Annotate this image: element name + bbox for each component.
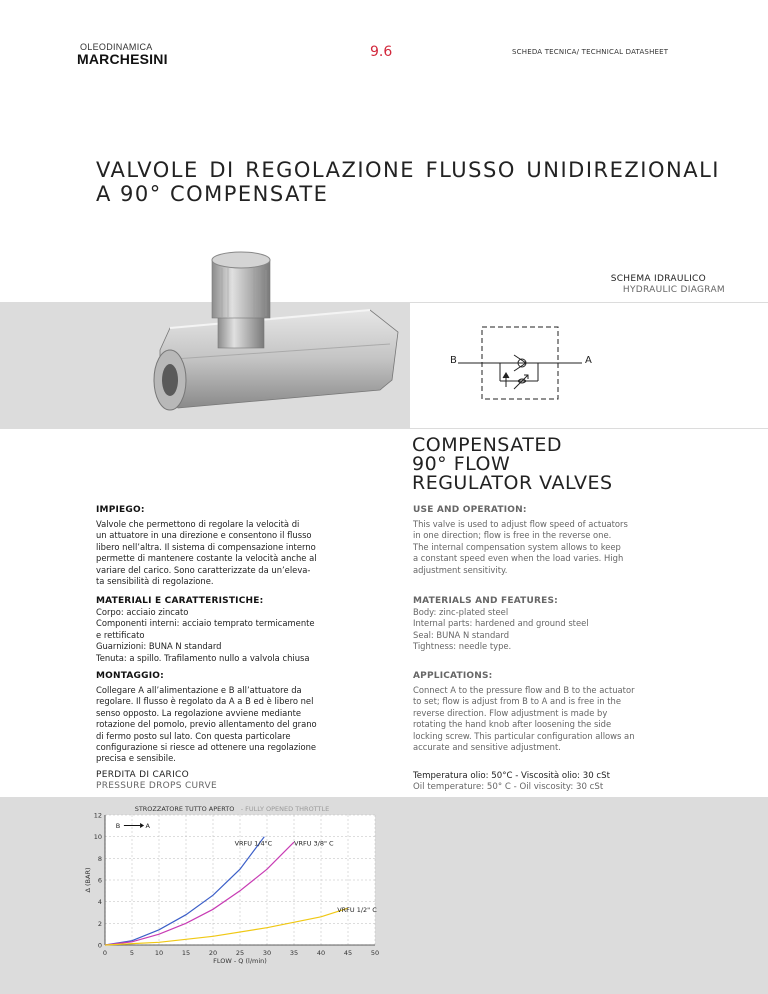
english-title [412, 436, 613, 493]
series-label: VRFU 3/8" C [294, 839, 334, 848]
text-line: reverse direction. Flow adjustment is made by [413, 707, 608, 718]
text-line: Corpo: acciaio zincato [96, 607, 189, 617]
text-line: variare del carico. Sono caratterizzate da un’eleva- [96, 564, 311, 575]
series-label: VRFU 1/2" C [337, 906, 377, 915]
text-line: rotazione del pomolo, previo allentamento del grano [96, 719, 317, 730]
x-tick-label: 0 [102, 949, 108, 957]
section-heading: APPLICATIONS: [413, 671, 493, 681]
page-title-line2: A 90° COMPENSATE [96, 182, 329, 206]
text-line: configurazione si riesce ad ottenere una regolazione [96, 742, 317, 753]
text-line: adjustment sensitivity. [413, 564, 508, 575]
text-line: regolare. Il flusso è regolato da A a B ed è libero nel [96, 696, 314, 707]
x-tick-label: 10 [154, 949, 164, 957]
text-line: libero nell’altra. Il sistema di compensazione interno [96, 541, 316, 552]
port-b-label: B [450, 355, 457, 366]
text-line: locking screw. This particular configuration allows an [413, 730, 635, 741]
text-line: permette di mantenere costante la velocità anche al [96, 553, 317, 564]
english-title-line3: REGULATOR VALVES [412, 472, 613, 494]
text-line: Componenti interni: acciaio temprato termicamente [96, 618, 315, 629]
section-impiego [96, 505, 396, 587]
text-line: rotating the hand knob after loosening the side [413, 719, 612, 730]
text-line: to set; flow is adjust from B to A and is free in the [413, 696, 622, 707]
section-heading: IMPIEGO: [96, 505, 145, 515]
page-title-line1: VALVOLE DI REGOLAZIONE FLUSSO UNIDIREZIONALI [96, 158, 720, 182]
section-heading: MONTAGGIO: [96, 671, 164, 681]
x-tick-label: 50 [370, 949, 380, 957]
text-line: in one direction; flow is free in the reverse one. [413, 530, 612, 541]
text-line: Body: zinc-plated steel [413, 607, 509, 617]
text-line: senso opposto. La regolazione avviene mediante [96, 707, 302, 718]
x-axis-label: FLOW - Q (l/min) [213, 957, 267, 965]
flow-label-a: A [145, 822, 150, 830]
y-axis-label: Δ (BAR) [84, 867, 92, 893]
series-label: VRFU 1/4"C [234, 839, 273, 848]
text-line: Tightness: needle type. [413, 641, 512, 652]
text-line: Internal parts: hardened and ground steel [413, 618, 589, 629]
logo-subtitle: OLEODINAMICA [80, 42, 153, 52]
text-line: Collegare A all’alimentazione e B all’attuatore da [96, 685, 302, 695]
y-tick-label: 12 [93, 811, 102, 820]
datasheet-label: SCHEDA TECNICA/ TECHNICAL DATASHEET [512, 48, 669, 56]
x-tick-label: 30 [262, 949, 272, 957]
text-line: Valvole che permettono di regolare la velocità di [96, 519, 300, 529]
pressure-label-it: PERDITA DI CARICO [96, 770, 190, 780]
y-tick-label: 8 [97, 854, 102, 863]
english-title-line2: 90° FLOW [412, 453, 511, 475]
section-heading: MATERIALI E CARATTERISTICHE: [96, 596, 264, 606]
valve-product-image [130, 240, 410, 440]
english-title-line1: COMPENSATED [412, 434, 562, 456]
section-use [413, 505, 733, 576]
y-tick-label: 0 [97, 941, 102, 950]
text-line: e rettificato [96, 629, 145, 640]
pressure-drop-chart [0, 797, 768, 994]
port-a-label: A [585, 355, 592, 366]
text-line: a constant speed even when the load varies. High [413, 553, 624, 564]
chart-subtitle: - FULLY OPENED THROTTLE [240, 805, 330, 813]
y-tick-label: 2 [97, 919, 102, 928]
text-line: accurate and sensitive adjustment. [413, 742, 561, 753]
text-line: di fermo posto sul lato. Con questa particolare [96, 730, 291, 741]
text-line: ta sensibilità di regolazione. [96, 576, 214, 587]
schema-label-it: SCHEMA IDRAULICO [610, 274, 706, 284]
x-tick-label: 15 [181, 949, 191, 957]
schema-label-en: HYDRAULIC DIAGRAM [622, 285, 725, 295]
text-line: Connect A to the pressure flow and B to the actuator [413, 685, 635, 695]
x-tick-label: 45 [343, 949, 353, 957]
text-line: Seal: BUNA N standard [413, 629, 510, 640]
oil-spec-en: Oil temperature: 50° C - Oil viscosity: 30 cSt [413, 782, 604, 792]
oil-spec-it: Temperatura olio: 50°C - Viscosità olio: 30 cSt [413, 771, 610, 781]
x-tick-label: 5 [129, 949, 135, 957]
text-line: Guarnizioni: BUNA N standard [96, 641, 222, 652]
text-line: This valve is used to adjust flow speed of actuators [413, 519, 628, 529]
text-line: Tenuta: a spillo. Trafilamento nullo a valvola chiusa [96, 652, 310, 663]
chart-title: STROZZATORE TUTTO APERTO [134, 805, 235, 813]
pressure-label-en: PRESSURE DROPS CURVE [96, 781, 217, 791]
hydraulic-diagram [410, 303, 768, 428]
section-montaggio [96, 671, 396, 765]
section-materials [413, 596, 733, 653]
x-tick-label: 35 [289, 949, 299, 957]
section-heading: MATERIALS AND FEATURES: [413, 596, 558, 606]
page-number: 9.6 [370, 44, 393, 60]
x-tick-label: 20 [208, 949, 218, 957]
text-line: The internal compensation system allows to keep [413, 541, 621, 552]
section-applications [413, 671, 733, 753]
section-materiali [96, 596, 396, 664]
x-tick-label: 25 [235, 949, 245, 957]
y-tick-label: 6 [97, 876, 102, 885]
text-line: precisa e sensibile. [96, 753, 176, 764]
logo: MARCHESINI [77, 51, 168, 67]
text-line: un attuatore in una direzione e consentono il flusso [96, 530, 312, 541]
section-heading: USE AND OPERATION: [413, 505, 527, 515]
x-tick-label: 40 [316, 949, 326, 957]
y-tick-label: 4 [97, 898, 102, 907]
y-tick-label: 10 [93, 833, 102, 842]
flow-label-b: B [115, 822, 121, 830]
